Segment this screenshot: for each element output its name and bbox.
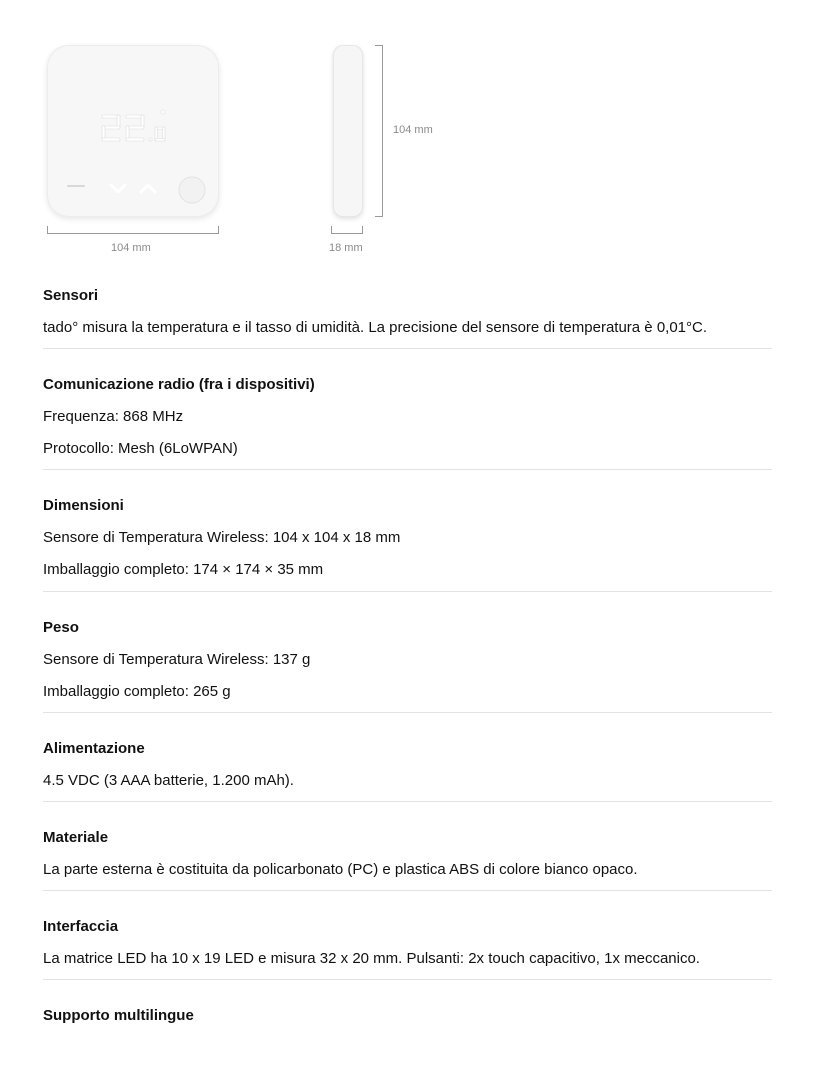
front-width-tick-left <box>47 226 48 234</box>
section-divider <box>43 890 772 891</box>
side-depth-tick-right <box>362 226 363 234</box>
spec-line: Imballaggio completo: 174 × 174 × 35 mm <box>43 561 324 578</box>
section-divider <box>43 469 772 470</box>
front-width-line <box>47 233 219 234</box>
spec-peso <box>43 619 772 701</box>
front-width-label: 104 mm <box>111 242 151 254</box>
section-divider <box>43 979 772 980</box>
product-dimensions-figure <box>0 0 815 275</box>
spec-title: Materiale <box>43 829 109 846</box>
spec-title: Dimensioni <box>43 497 124 514</box>
side-depth-label: 18 mm <box>329 242 363 254</box>
spec-sensori <box>43 287 772 337</box>
spec-dimensioni <box>43 497 772 579</box>
side-height-tick-bottom <box>375 216 383 217</box>
spec-materiale <box>43 829 772 879</box>
spec-title: Comunicazione radio (fra i dispositivi) <box>43 376 315 393</box>
spec-line: Sensore di Temperatura Wireless: 104 x 104 x 18 mm <box>43 529 401 546</box>
side-height-tick-top <box>375 45 383 46</box>
spec-title: Interfaccia <box>43 918 119 935</box>
spec-line: Frequenza: 868 MHz <box>43 408 184 425</box>
device-front-view <box>47 45 219 217</box>
spec-line: tado° misura la temperatura e il tasso di umidità. La precisione del sensore di temperatura è 0,01°C. <box>43 319 708 336</box>
section-divider <box>43 348 772 349</box>
device-side-view <box>333 45 363 217</box>
spec-title: Sensori <box>43 287 99 304</box>
front-width-tick-right <box>218 226 219 234</box>
spec-line: Protocollo: Mesh (6LoWPAN) <box>43 440 238 457</box>
side-height-line <box>382 45 383 217</box>
spec-comunicazione-radio <box>43 376 772 458</box>
section-divider <box>43 801 772 802</box>
spec-title: Alimentazione <box>43 740 145 757</box>
spec-title: Peso <box>43 619 79 636</box>
spec-title: Supporto multilingue <box>43 1007 194 1024</box>
spec-line: Imballaggio completo: 265 g <box>43 683 231 700</box>
spec-line: Sensore di Temperatura Wireless: 137 g <box>43 651 311 668</box>
spec-line: 4.5 VDC (3 AAA batterie, 1.200 mAh). <box>43 772 294 789</box>
led-display-icon <box>47 45 219 217</box>
section-divider <box>43 712 772 713</box>
spec-interfaccia <box>43 918 772 968</box>
section-divider <box>43 591 772 592</box>
side-height-label: 104 mm <box>393 124 433 136</box>
spec-line: La matrice LED ha 10 x 19 LED e misura 32 x 20 mm. Pulsanti: 2x touch capacitivo, 1x meccanico. <box>43 950 700 967</box>
spec-alimentazione <box>43 740 772 790</box>
side-depth-tick-left <box>331 226 332 234</box>
spec-supporto-multilingue <box>43 1007 772 1025</box>
side-depth-line <box>331 233 363 234</box>
spec-line: La parte esterna è costituita da policarbonato (PC) e plastica ABS di colore bianco opaco. <box>43 861 638 878</box>
